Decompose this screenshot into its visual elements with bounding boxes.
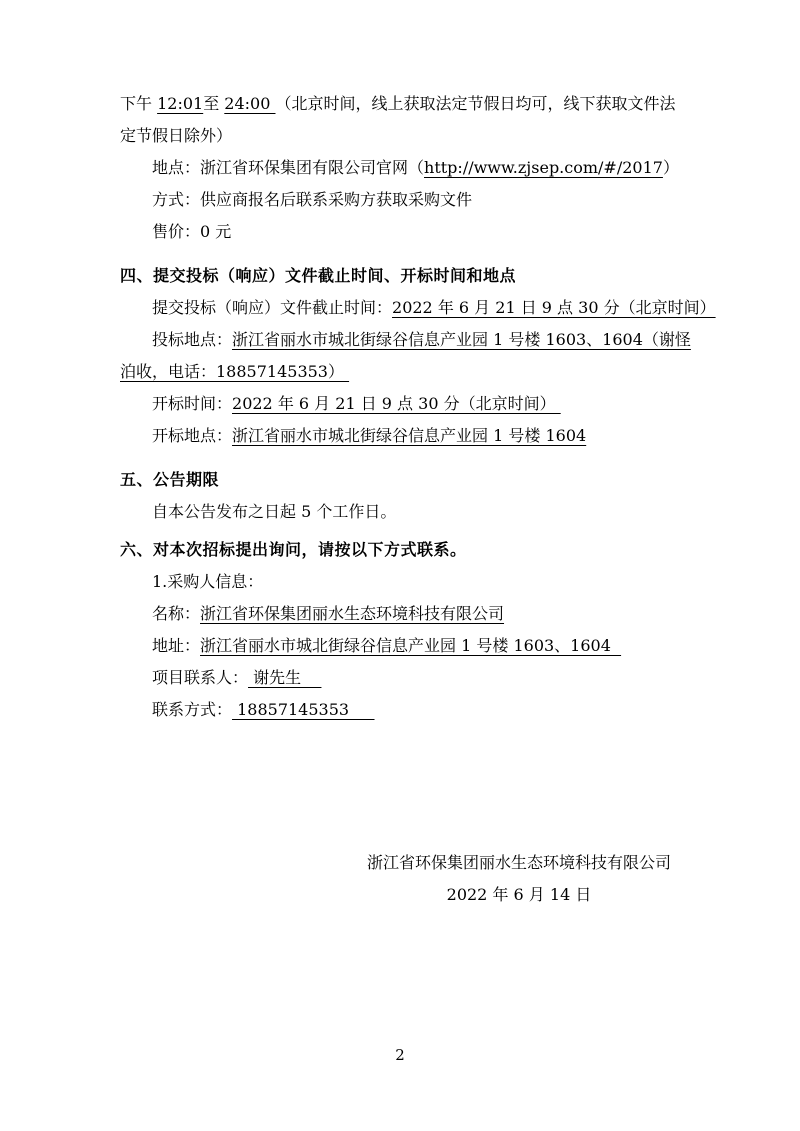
text-segment: 开标时间：: [152, 394, 233, 413]
text-segment: 12:01: [157, 94, 204, 113]
text-segment: 地点：浙江省环保集团有限公司官网（: [152, 158, 425, 177]
document-body: [120, 88, 716, 911]
line-time-window-2: [120, 120, 686, 152]
text-segment: 名称：: [152, 604, 201, 623]
text-segment: 1.采购人信息：: [152, 572, 264, 591]
signature-company: 浙江省环保集团丽水生态环境科技有限公司: [366, 853, 671, 872]
text-segment: 方式：供应商报名后联系采购方获取采购文件: [152, 190, 473, 209]
text-segment: 五、公告期限: [120, 470, 220, 489]
line-time-window-1: [120, 88, 686, 120]
text-segment: 泊收，电话：18857145353）: [120, 362, 350, 381]
text-segment: 联系方式：: [152, 700, 233, 719]
text-segment: 开标地点：: [152, 426, 233, 445]
text-segment: 2022 年 6 月 21 日 9 点 30 分（北京时间）: [232, 394, 561, 413]
text-segment: 浙江省丽水市城北街绿谷信息产业园 1 号楼 1603、1604（谢怪: [232, 330, 691, 349]
text-segment: 谢先生: [248, 668, 322, 687]
text-segment: 24:00: [224, 94, 276, 113]
page-number: 2: [395, 1046, 405, 1064]
text-segment: （北京时间，线上获取法定节假日均可，线下获取文件法: [275, 94, 676, 113]
text-segment: 定节假日除外）: [120, 126, 233, 145]
heading-section-6: [120, 534, 686, 566]
text-segment: 四、提交投标（响应）文件截止时间、开标时间和地点: [120, 266, 517, 285]
text-segment: 地址：: [152, 636, 201, 655]
text-segment: 售价：0 元: [152, 222, 232, 241]
heading-section-4: [120, 260, 686, 292]
line-purchaser-name: [120, 598, 686, 630]
text-segment: 浙江省环保集团丽水生态环境科技有限公司: [200, 604, 505, 623]
line-bid-address-1: [120, 324, 691, 356]
line-doc-location: [120, 152, 686, 184]
text-segment: 2022 年 6 月 21 日 9 点 30 分（北京时间）: [392, 298, 716, 317]
signature-block: [367, 847, 671, 911]
line-purchaser-address: [120, 630, 686, 662]
signature-date: 2022 年 6 月 14 日: [446, 885, 592, 904]
text-segment: 自本公告发布之日起 5 个工作日。: [152, 502, 397, 521]
text-segment: 提交投标（响应）文件截止时间：: [152, 298, 393, 317]
text-segment: 下午: [120, 94, 158, 113]
signature-row: [120, 847, 686, 911]
line-bid-address-2: [120, 356, 686, 388]
line-open-location: [120, 420, 686, 452]
text-segment: 投标地点：: [152, 330, 233, 349]
text-segment: ）: [662, 158, 679, 177]
text-segment: 浙江省丽水市城北街绿谷信息产业园 1 号楼 1603、1604: [200, 636, 622, 655]
line-open-time: [120, 388, 686, 420]
line-contact-phone: [120, 694, 686, 726]
text-segment: 六、对本次招标提出询问，请按以下方式联系。: [120, 540, 467, 559]
line-doc-price: [120, 216, 686, 248]
line-purchaser-info-label: [120, 566, 686, 598]
line-doc-method: [120, 184, 686, 216]
text-segment: 浙江省丽水市城北街绿谷信息产业园 1 号楼 1604: [232, 426, 587, 445]
line-submit-deadline: [120, 292, 716, 324]
text-segment: 项目联系人：: [152, 668, 249, 687]
line-project-contact: [120, 662, 686, 694]
heading-section-5: [120, 464, 686, 496]
text-segment: 18857145353: [232, 700, 375, 719]
text-segment: 至: [203, 94, 225, 113]
website-link[interactable]: http://www.zjsep.com/#/2017: [424, 158, 663, 177]
line-announcement-period: [120, 496, 686, 528]
